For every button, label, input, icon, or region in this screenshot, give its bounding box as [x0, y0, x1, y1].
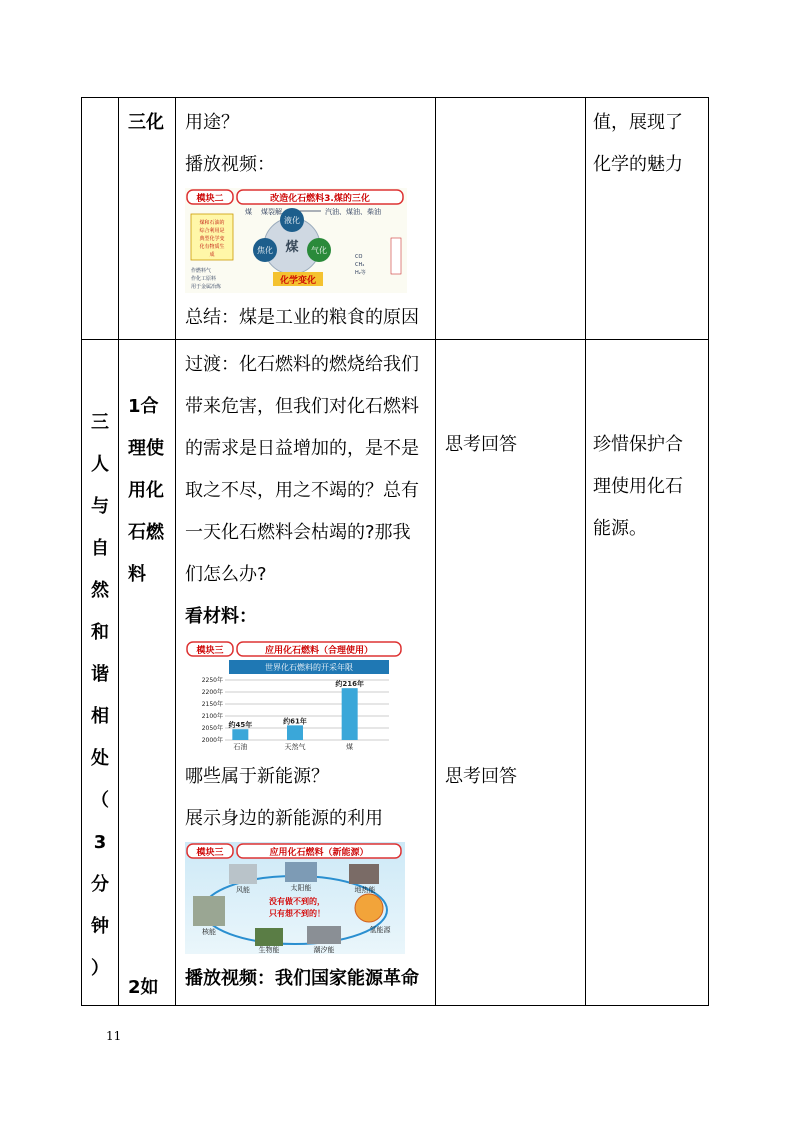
svg-text:模块三: 模块三 — [196, 848, 224, 858]
transition-line: 们怎么办? — [185, 564, 267, 585]
teacher-activity-cell — [176, 340, 436, 1006]
new-energy-image — [185, 842, 405, 954]
transition-line: 取之不尽，用之不竭的？总有 — [185, 480, 419, 501]
summary-text: 总结：煤是工业的粮食的原因 — [185, 307, 419, 328]
svg-text:风能: 风能 — [236, 886, 250, 894]
svg-text:只有想不到的！: 只有想不到的！ — [269, 909, 325, 918]
intent-line: 值，展现了 — [593, 112, 683, 133]
topic-text: 三化 — [128, 112, 164, 133]
line-use: 用途？ — [185, 112, 239, 133]
play-video-text: 播放视频：我们国家能源革命 — [185, 968, 419, 989]
chart-category-label: 煤 — [346, 743, 354, 751]
chart-category-label: 石油 — [233, 743, 248, 751]
student-answer-2: 思考回答 — [445, 766, 517, 787]
chart-y-tick-label: 2250年 — [201, 677, 223, 684]
svg-text:H₂等: H₂等 — [355, 270, 366, 276]
chart-banner-right: 应用化石燃料（合理使用） — [264, 646, 374, 656]
svg-text:液化: 液化 — [284, 216, 300, 225]
chart-bar — [287, 725, 303, 740]
chart-category-label: 天然气 — [284, 743, 306, 751]
svg-text:化有物质生: 化有物质生 — [199, 244, 225, 250]
svg-text:成: 成 — [209, 252, 215, 258]
svg-text:汽油、煤油、柴油: 汽油、煤油、柴油 — [325, 208, 381, 216]
transition-line: 带来危害，但我们对化石燃料 — [185, 396, 419, 417]
chart-y-tick-label: 2200年 — [201, 689, 223, 696]
svg-text:模块二: 模块二 — [196, 194, 224, 204]
stage-cell — [82, 98, 119, 340]
teacher-activity-cell — [176, 98, 436, 340]
svg-text:氢能源: 氢能源 — [369, 926, 391, 934]
show-new-energy-text: 展示身边的新能源的利用 — [185, 808, 383, 829]
stage-cell — [82, 340, 119, 1006]
intent-line: 能源。 — [593, 518, 647, 539]
svg-text:太阳能: 太阳能 — [290, 884, 312, 892]
svg-text:煤: 煤 — [285, 240, 299, 255]
student-activity-cell — [436, 340, 586, 1006]
table-row — [82, 340, 709, 1006]
chart-title: 世界化石燃料的开采年限 — [265, 663, 353, 672]
svg-text:化学变化: 化学变化 — [279, 276, 317, 286]
svg-text:综合利用是: 综合利用是 — [199, 228, 225, 234]
chart-y-tick-label: 2100年 — [201, 713, 223, 720]
chart-bar — [232, 729, 248, 740]
transition-line: 的需求是日益增加的，是不是 — [185, 438, 419, 459]
lesson-plan-table — [81, 97, 709, 1006]
chart-data-label: 约61年 — [283, 717, 307, 726]
intent-line: 珍惜保护合 — [593, 434, 683, 455]
svg-text:用于金属冶炼: 用于金属冶炼 — [191, 284, 222, 290]
svg-text:CH₄: CH₄ — [355, 262, 365, 268]
topic-cell — [119, 98, 176, 340]
topic-text-2: 2如 — [128, 977, 159, 998]
chart-bar — [342, 688, 358, 740]
chart-data-label: 约216年 — [335, 680, 364, 689]
svg-text:生物能: 生物能 — [258, 946, 280, 954]
topic-cell — [119, 340, 176, 1006]
design-intent-cell — [586, 340, 709, 1006]
chart-y-tick-label: 2150年 — [201, 701, 223, 708]
student-activity-cell — [436, 98, 586, 340]
svg-text:没有做不到的，: 没有做不到的， — [269, 897, 325, 906]
svg-text:煤和石油的: 煤和石油的 — [199, 220, 225, 226]
line-play-video: 播放视频： — [185, 154, 275, 175]
svg-text:煤: 煤 — [245, 208, 252, 216]
chart-y-tick-label: 2050年 — [201, 725, 223, 732]
svg-text:潮汐能: 潮汐能 — [313, 946, 335, 954]
svg-text:地热能: 地热能 — [354, 886, 376, 894]
svg-text:作化工原料: 作化工原料 — [191, 276, 217, 282]
svg-text:气化: 气化 — [311, 246, 327, 255]
design-intent-cell — [586, 98, 709, 340]
svg-text:典型化学变: 典型化学变 — [199, 236, 225, 242]
svg-text:应用化石燃料（新能源）: 应用化石燃料（新能源） — [269, 848, 369, 858]
intent-line: 化学的魅力 — [593, 154, 683, 175]
svg-text:CO: CO — [355, 254, 363, 260]
page-number: 11 — [106, 1029, 122, 1043]
topic-text: 1合 理使 用化 石燃 料 — [128, 396, 164, 585]
transition-line: 一天化石燃料会枯竭的?那我 — [185, 522, 411, 543]
svg-text:改造化石燃料3.煤的三化: 改造化石燃料3.煤的三化 — [270, 194, 370, 204]
chart-data-label: 约45年 — [228, 721, 253, 730]
coal-three-processes-image — [185, 188, 407, 293]
look-material-label: 看材料： — [185, 606, 257, 627]
svg-text:作燃料气: 作燃料气 — [191, 268, 212, 274]
student-answer-1: 思考回答 — [445, 434, 517, 455]
fossil-fuel-years-chart — [185, 640, 405, 752]
stage-vertical-text: 三 人 与 自 然 和 谐 相 处 （ 3 分 钟 ） — [91, 412, 109, 979]
intent-line: 理使用化石 — [593, 476, 683, 497]
svg-text:煤裂解: 煤裂解 — [261, 208, 282, 216]
new-energy-question: 哪些属于新能源？ — [185, 766, 329, 787]
svg-text:核能: 核能 — [202, 928, 216, 936]
chart-banner-left: 模块三 — [196, 646, 224, 656]
table-row — [82, 98, 709, 340]
svg-text:焦化: 焦化 — [257, 246, 273, 255]
chart-y-tick-label: 2000年 — [201, 737, 223, 744]
transition-line: 过渡：化石燃料的燃烧给我们 — [185, 354, 419, 375]
